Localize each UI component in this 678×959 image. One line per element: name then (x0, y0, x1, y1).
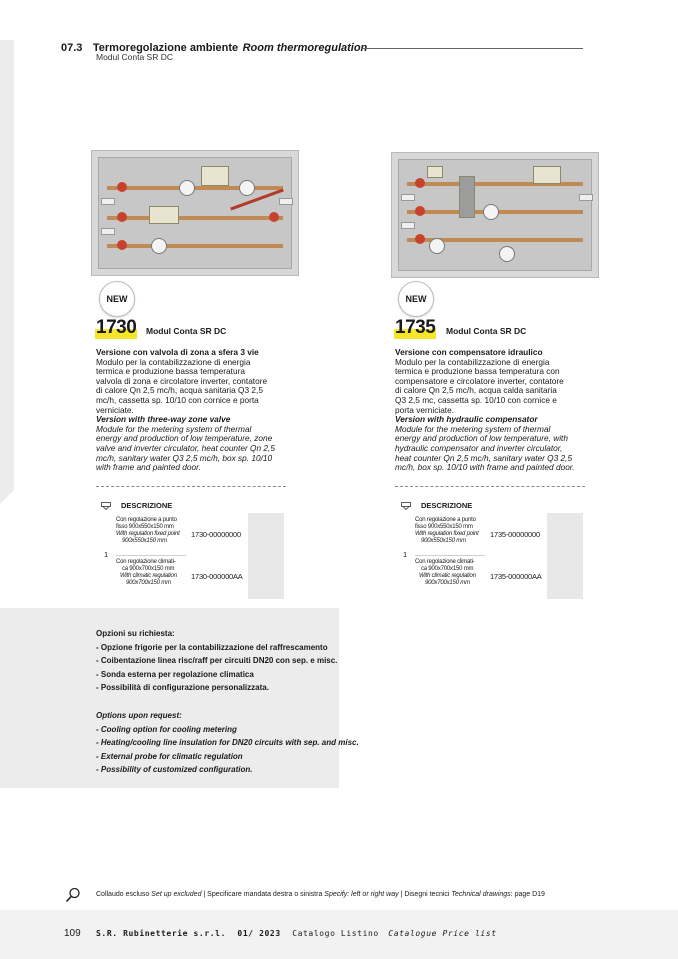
row-label-line: Con regolazione a punto (116, 517, 177, 523)
desc-line-it: verniciate. (96, 404, 134, 415)
divider (395, 486, 585, 487)
options-title-en: Options upon request: (96, 711, 182, 720)
row-divider (116, 555, 186, 556)
desc-line-it: termica e produzione bassa temperatura con (395, 366, 560, 377)
price-column (547, 513, 583, 599)
desc-line-it: Q3 2,5 mc, cassetta sp. 10/10 con cornice e (395, 394, 557, 405)
desc-line-it: di calore Qn 2,5 mc/h, acqua sanitaria Q3 2,5 (96, 385, 263, 396)
table-header (401, 501, 472, 510)
option-item: - Coibentazione linea risc/raff per circuiti DN20 con sep. e misc. (96, 656, 338, 665)
desc-line-en: Module for the metering system of thermal (96, 423, 252, 434)
desc-line-en: energy and production of low temperature, zone (96, 433, 273, 444)
note-part: Collaudo escluso (96, 891, 152, 898)
product-description (96, 348, 286, 473)
row-divider (415, 555, 485, 556)
note-part: : page D19 (510, 891, 545, 898)
footer-note (96, 891, 545, 898)
price-tag-icon (401, 502, 411, 510)
options-it (96, 627, 337, 695)
product-name: Modul Conta SR DC (146, 326, 227, 336)
magnifier-icon (65, 887, 81, 903)
header-rule (361, 48, 583, 49)
new-badge: NEW (398, 281, 434, 317)
side-band-corner (0, 490, 14, 504)
note-part: Technical drawings (451, 891, 511, 898)
catalog-en: Catalogue Price list (388, 929, 497, 938)
product-code: 1730 (96, 317, 137, 338)
article-code: 1735-00000000 (490, 530, 540, 539)
article-code: 1730-00000000 (191, 530, 241, 539)
row-label-line: 900x550x150 mm (421, 538, 466, 544)
product-photo-1730 (91, 150, 299, 276)
footer-company (96, 929, 497, 938)
desc-line-it: valvola di zona e circolatore inverter, contatore (96, 375, 268, 386)
table-header (101, 501, 172, 510)
price-tag-icon (101, 502, 111, 510)
row-label-line: With climatic regulation (419, 573, 476, 579)
desc-line-en: energy and production of low temperature, with (395, 433, 568, 444)
desc-line-it: mc/h, cassetta sp. 10/10 con cornice e porta (96, 394, 259, 405)
desc-line-en: valve and inverter circulator, heat counter Qn 2,5 (96, 442, 275, 453)
option-item: - External probe for climatic regulation (96, 751, 243, 761)
desc-line-en: heat counter Qn 2,5 mc/h, sanitary water Q3 2,5 (395, 452, 573, 463)
row-label-line: fisso 900x550x150 mm (415, 524, 473, 530)
desc-line-it: compensatore e circolatore inverter, contatore (395, 375, 564, 386)
photo-box-interior (98, 157, 292, 269)
option-item: - Cooling option for cooling metering (96, 724, 237, 734)
product-code: 1735 (395, 317, 436, 338)
table-header-label: DESCRIZIONE (421, 501, 473, 510)
edition: 01/ 2023 (237, 929, 281, 938)
desc-line-en: mc/h, sanitary water Q3 2,5 mc/h, box sp. 10/10 (96, 452, 273, 463)
section-number: 07.3 (61, 42, 83, 54)
row-label-line: With climatic regulation (120, 573, 177, 579)
article-code: 1730-000000AA (191, 572, 243, 581)
row-label-line: With regulation fixed point (415, 531, 479, 537)
product-name: Modul Conta SR DC (446, 326, 527, 336)
note-part: | Specificare mandata destra o sinistra (201, 891, 325, 898)
table-row-label (415, 517, 491, 545)
desc-line-en: with frame and painted door. (96, 462, 201, 473)
table-row-label (116, 517, 192, 545)
page-number: 109 (64, 928, 81, 939)
section-title-en: Room thermoregulation (242, 42, 368, 54)
new-badge: NEW (99, 281, 135, 317)
section-title-it: Termoregolazione ambiente (92, 42, 239, 54)
row-label-line: With regulation fixed point (116, 531, 180, 537)
price-column (248, 513, 284, 599)
note-part: Specify: left or right way (324, 891, 399, 898)
row-label-line: Con regolazione climati- (116, 559, 176, 565)
photo-box-interior (398, 159, 592, 271)
note-part: Set up excluded (151, 891, 202, 898)
desc-line-it: Modulo per la contabilizzazione di energia (395, 356, 550, 367)
product-description (395, 348, 585, 473)
note-part: | Disegni tecnici (398, 891, 452, 898)
option-item: - Possibility of customized configuration. (96, 765, 253, 774)
quantity: 1 (104, 550, 109, 559)
options-title-it: Opzioni su richiesta: (96, 629, 175, 638)
table-row-label (415, 559, 491, 587)
option-item: - Heating/cooling line insulation for DN20 circuits with sep. and misc. (96, 738, 359, 747)
desc-title-en: Version with hydraulic compensator (395, 414, 538, 425)
row-label-line: Con regolazione a punto (415, 517, 476, 523)
row-label-line: 900x700x150 mm (425, 580, 470, 586)
product-photo-1735 (391, 152, 599, 278)
article-code: 1735-000000AA (490, 572, 542, 581)
option-item: - Possibilità di configurazione personalizzata. (96, 683, 269, 692)
options-en (96, 709, 359, 777)
section-subtitle: Modul Conta SR DC (96, 52, 174, 62)
option-item: - Sonda esterna per regolazione climatica (96, 669, 254, 679)
row-label-line: 900x550x150 mm (122, 538, 167, 544)
desc-line-it: termica e produzione bassa temperatura (96, 366, 245, 377)
row-label-line: fisso 900x550x150 mm (116, 524, 174, 530)
desc-line-en: mc/h, box sp. 10/10 with frame and painted door. (395, 462, 575, 473)
row-label-line: ca 900x700x150 mm (421, 566, 474, 572)
option-item: - Opzione frigorie per la contabilizzazione del raffrescamento (96, 642, 328, 652)
desc-line-it: porta verniciate. (395, 404, 455, 415)
desc-line-it: Modulo per la contabilizzazione di energia (96, 356, 251, 367)
desc-line-en: hydraulic compensator and inverter circulator, (395, 442, 563, 453)
side-band (0, 40, 14, 490)
row-label-line: Con regolazione climati- (415, 559, 475, 565)
desc-line-en: Module for the metering system of thermal (395, 423, 551, 434)
desc-title-it: Versione con compensatore idraulico (395, 347, 543, 357)
desc-title-it: Versione con valvola di zona a sfera 3 vie (96, 347, 259, 357)
desc-line-it: di calore Qn 2,5 mc/h, acqua calda sanitaria (395, 385, 557, 396)
divider (96, 486, 286, 487)
quantity: 1 (403, 550, 408, 559)
catalog-it: Catalogo Listino (292, 929, 379, 938)
row-label-line: ca 900x700x150 mm (122, 566, 175, 572)
row-label-line: 900x700x150 mm (126, 580, 171, 586)
company-name: S.R. Rubinetterie s.r.l. (96, 929, 226, 938)
desc-title-en: Version with three-way zone valve (96, 414, 231, 425)
table-header-label: DESCRIZIONE (121, 501, 173, 510)
table-row-label (116, 559, 192, 587)
